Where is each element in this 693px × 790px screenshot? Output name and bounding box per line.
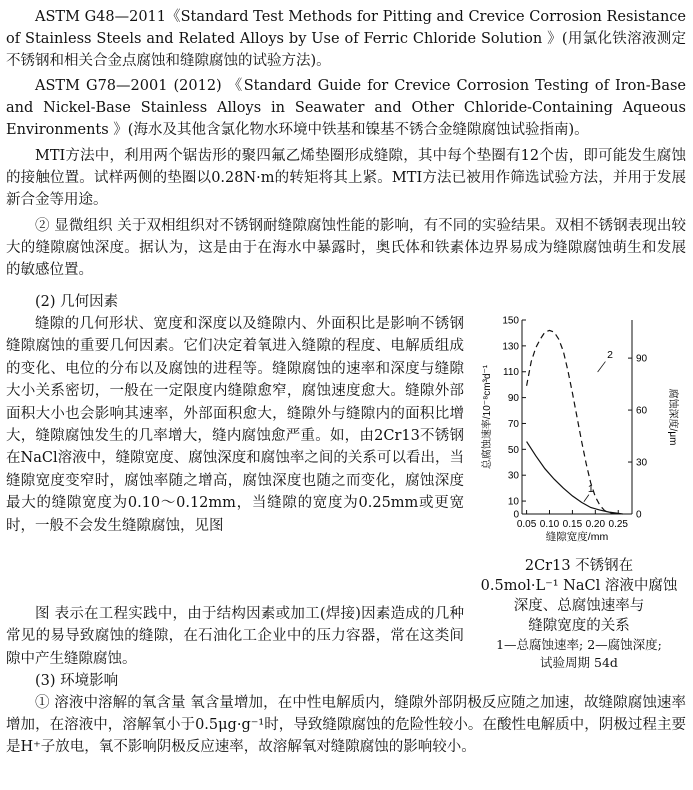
caption-note-1: 1—总腐蚀速率; 2—腐蚀深度; bbox=[496, 637, 662, 652]
y-tick-label: 50 bbox=[507, 444, 519, 456]
x-tick-label: 0.20 bbox=[585, 519, 606, 530]
paragraph-astm-g48: ASTM G48—2011《Standard Test Methods for Pitting and Crevice Corrosion Resistance of Stainless Steels and Related Alloys by Use of Ferric Chloride Solution 》(用氯化铁溶液测定不锈钢和相关合金点腐蚀和缝隙腐蚀的试验方法)。 bbox=[6, 9, 686, 69]
x-tick-label: 0.10 bbox=[539, 519, 560, 530]
series-line-1 bbox=[527, 442, 623, 514]
y-tick-label: 110 bbox=[503, 367, 519, 379]
y-tick-label: 150 bbox=[502, 315, 519, 327]
y2-axis-label: 腐蚀深度/μm bbox=[667, 388, 678, 446]
y2-tick-label: 60 bbox=[636, 405, 648, 417]
x-tick-label: 0.25 bbox=[608, 519, 628, 530]
series-label-2: 2 bbox=[607, 349, 613, 362]
paragraph-dissolved-oxygen: ① 溶液中溶解的氧含量 氧含量增加，在中性电解质内，缝隙外部阴极反应随之加速，故缝隙腐蚀速率增加，在溶液中，溶解氧小于0.5μg·g⁻¹时，导致缝隙腐蚀的危险性较小。在酸性电解质中，阴极过程主要是H⁺子放电，氧不影响阴极反应速率，故溶解氧对缝隙腐蚀的影响较小。 bbox=[6, 695, 686, 755]
y2-tick-label: 30 bbox=[636, 457, 648, 469]
y-tick-label: 90 bbox=[507, 393, 519, 405]
paragraph-figure-reference: 图 表示在工程实践中，由于结构因素或加工(焊接)因素造成的几种常见的易导致腐蚀的缝隙，在石油化工企业中的压力容器，常在这类间隙中产生缝隙腐蚀。 bbox=[6, 606, 464, 667]
paragraph-geometry: 缝隙的几何形状、宽度和深度以及缝隙内、外面积比是影响不锈钢缝隙腐蚀的重要几何因素。它们决定着氧进入缝隙的程度、电解质组成的变化、电位的分布以及腐蚀的进程等。缝隙腐蚀的速率和深度与缝隙大小关系密切，一般在一定限度内缝隙愈窄，腐蚀速度愈大。缝隙外部面积大小也会影响其速率，外部面积愈大，缝隙外与缝隙内的面积比增大，缝隙腐蚀发生的几率增大，缝内腐蚀愈严重。如，由2Cr13不锈钢在NaCl溶液中，缝隙宽度、腐蚀深度和腐蚀率之间的关系可以看出，当缝隙宽度变窄时，腐蚀率随之增高，腐蚀深度也随之而变化，腐蚀深度最大的缝隙宽度为0.10～0.12mm，当缝隙的宽度为0.25mm或更宽时，一般不会发生缝隙腐蚀，见图 bbox=[6, 316, 464, 534]
series-label-1-leader bbox=[584, 495, 589, 502]
section-heading-environment: (3) 环境影响 bbox=[35, 673, 119, 689]
y-tick-label: 10 bbox=[507, 496, 519, 508]
caption-line-4: 缝隙宽度的关系 bbox=[528, 618, 630, 634]
section-heading-geometry: (2) 几何因素 bbox=[35, 294, 119, 310]
chart-svg bbox=[470, 312, 688, 542]
y2-tick-label: 0 bbox=[636, 509, 642, 521]
series-line-2 bbox=[527, 330, 619, 514]
x-tick-label: 0.05 bbox=[516, 519, 537, 530]
caption-line-2: 0.5mol·L⁻¹ NaCl 溶液中腐蚀 bbox=[480, 578, 678, 594]
y-tick-label: 130 bbox=[502, 341, 519, 353]
series-label-2-leader bbox=[598, 362, 606, 372]
x-axis-label: 缝隙宽度/mm bbox=[545, 531, 609, 542]
caption-note-2: 试验周期 54d bbox=[540, 655, 618, 670]
y-tick-label: 30 bbox=[507, 470, 519, 482]
caption-line-1: 2Cr13 不锈钢在 bbox=[524, 558, 634, 574]
paragraph-mti-method: MTI方法中，利用两个锯齿形的聚四氟乙烯垫圈形成缝隙，其中每个垫圈有12个齿，即可能发生腐蚀的接触位置。试样两侧的垫圈以0.28N·m的转矩将其上紧。MTI方法已被用作筛选试验方法，并用于发展新合金等用途。 bbox=[6, 148, 686, 208]
x-tick-label: 0.15 bbox=[562, 519, 583, 530]
caption-line-3: 深度、总腐蚀速率与 bbox=[513, 598, 645, 614]
series-label-1: 1 bbox=[587, 483, 594, 496]
paragraph-astm-g78: ASTM G78—2001 (2012) 《Standard Guide for Crevice Corrosion Testing of Iron-Base and Nickel-Base Stainless Alloys in Seawater and Other Chloride-Containing Aqueous Environments 》(海水及其他含氯化物水环境中铁基和镍基不锈合金缝隙腐蚀试验指南)。 bbox=[6, 78, 686, 138]
y2-tick-label: 90 bbox=[636, 353, 648, 365]
paragraph-microstructure: ② 显微组织 关于双相组织对不锈钢耐缝隙腐蚀性能的影响，有不同的实验结果。双相不锈钢表现出较大的缝隙腐蚀深度。据认为，这是由于在海水中暴露时，奥氏体和铁素体边界易成为缝隙腐蚀萌生和发展的敏感位置。 bbox=[6, 218, 686, 278]
y-tick-label: 0 bbox=[513, 509, 519, 521]
figure-caption bbox=[470, 556, 688, 672]
y-tick-label: 70 bbox=[507, 418, 519, 430]
y-axis-label: 总腐蚀速率/10⁻⁸cm³d⁻¹ bbox=[482, 364, 493, 470]
figure-chart bbox=[470, 312, 688, 546]
